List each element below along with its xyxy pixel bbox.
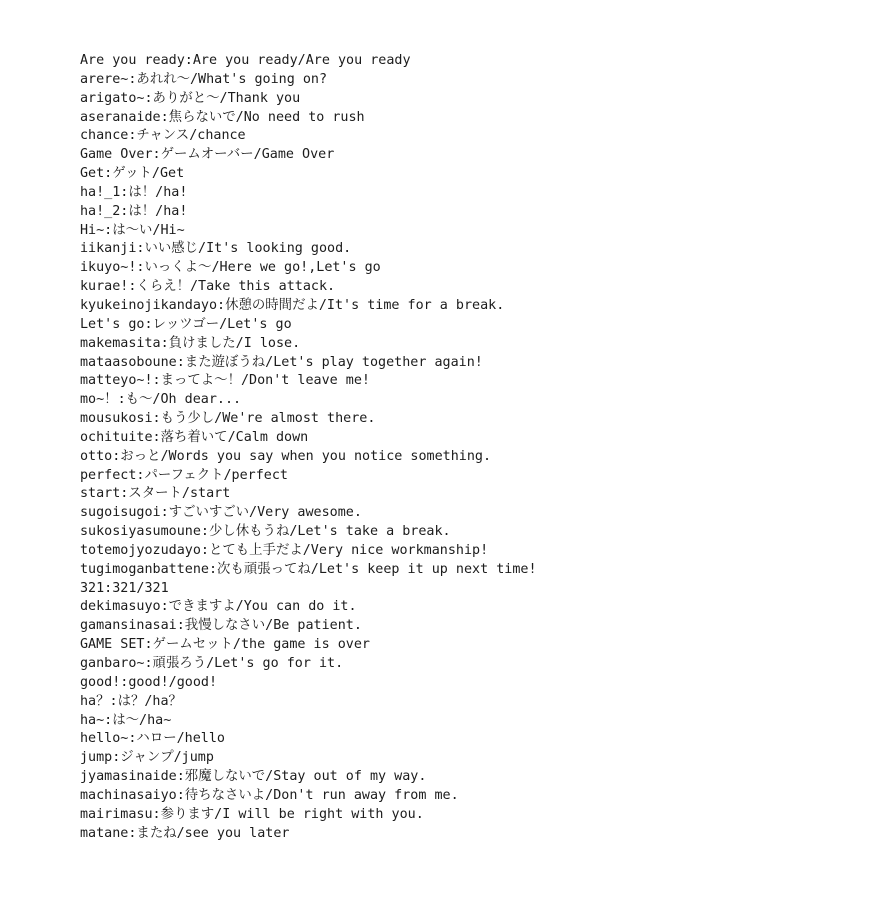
text-line: Are you ready:Are you ready/Are you ready (80, 53, 411, 68)
text-line: ha~:は〜/ha~ (80, 712, 172, 728)
text-line: Hi~:は〜い/Hi~ (80, 222, 185, 238)
text-line: aseranaide:焦らないで/No need to rush (80, 109, 365, 125)
text-line: Game Over:ゲームオーバー/Game Over (80, 147, 335, 163)
text-line: ha!_1:は！/ha! (80, 184, 188, 200)
text-line: chance:チャンス/chance (80, 128, 246, 144)
text-line: ganbaro~:頑張ろう/Let's go for it. (80, 656, 344, 671)
text-line: ha？:は？/ha？ (80, 693, 182, 709)
text-line: start:スタート/start (80, 486, 231, 502)
text-line: sugoisugoi:すごいすごい/Very awesome. (80, 505, 362, 521)
text-line: gamansinasai:我慢しなさい/Be patient. (80, 618, 362, 634)
text-line: jump:ジャンプ/jump (80, 750, 214, 766)
text-line: hello~:ハロー/hello (80, 731, 225, 747)
text-line: otto:おっと/Words you say when you notice something. (80, 448, 492, 464)
text-line: Get:ゲット/Get (80, 166, 185, 182)
text-line: mataasoboune:また遊ぼうね/Let's play together again! (80, 354, 483, 370)
text-line: tugimoganbattene:次も頑張ってね/Let's keep it up next time! (80, 561, 537, 577)
text-line: good!:good!/good! (80, 674, 218, 690)
text-line: sukosiyasumoune:少し休もうね/Let's take a break. (80, 524, 451, 540)
text-line: jyamasinaide:邪魔しないで/Stay out of my way. (80, 769, 427, 785)
text-line: arigato~:ありがと〜/Thank you (80, 90, 301, 106)
text-line: matane:またね/see you later (80, 825, 290, 841)
text-line: ha!_2:は！/ha! (80, 203, 188, 219)
text-line: totemojyozudayo:とても上手だよ/Very nice workmanship! (80, 542, 489, 558)
text-line: perfect:パーフェクト/perfect (80, 467, 288, 483)
text-line: kurae!:くらえ！/Take this attack. (80, 279, 336, 295)
text-line: mairimasu:参ります/I will be right with you. (80, 806, 424, 822)
text-line: Let's go:レッツゴー/Let's go (80, 316, 292, 332)
text-line: dekimasuyo:できますよ/You can do it. (80, 599, 357, 615)
text-line: makemasita:負けました/I lose. (80, 335, 301, 351)
text-line: ochituite:落ち着いて/Calm down (80, 429, 309, 445)
text-line: 321:321/321 (80, 580, 169, 596)
text-line: arere~:あれれ〜/What's going on? (80, 71, 328, 87)
text-document (80, 52, 840, 843)
text-line: machinasaiyo:待ちなさいよ/Don't run away from me. (80, 787, 459, 803)
text-line: kyukeinojikandayo:休憩の時間だよ/It's time for a break. (80, 297, 505, 313)
text-line: iikanji:いい感じ/It's looking good. (80, 241, 352, 257)
text-line: matteyo~!:まってよ〜！/Don't leave me! (80, 373, 370, 389)
text-line: GAME SET:ゲームセット/the game is over (80, 637, 370, 653)
text-line: mousukosi:もう少し/We're almost there. (80, 411, 376, 427)
text-line: mo~！:も〜/Oh dear... (80, 392, 242, 408)
text-line: ikuyo~!:いっくよ〜/Here we go!,Let's go (80, 260, 381, 276)
